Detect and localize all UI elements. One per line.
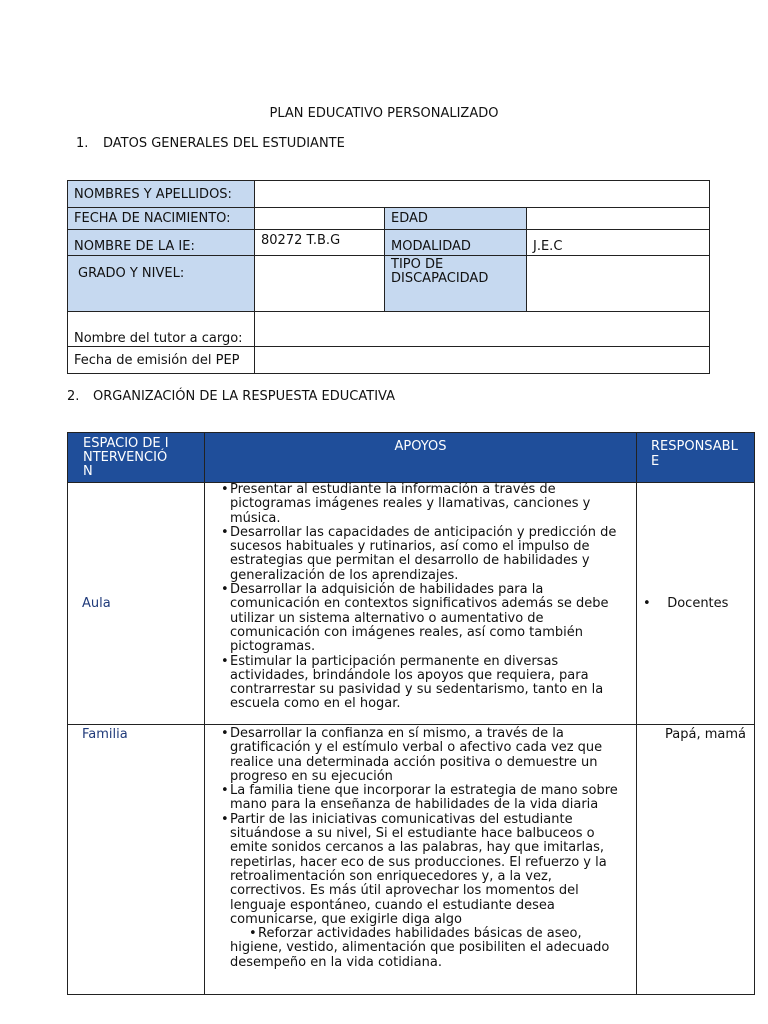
emision-value[interactable] xyxy=(255,347,710,374)
section-1-heading xyxy=(76,136,345,151)
tutor-value[interactable] xyxy=(255,312,710,347)
fecha-nacimiento-label: FECHA DE NACIMIENTO: xyxy=(68,208,255,230)
responsable-bullet: • xyxy=(643,596,651,611)
list-item: • Desarrollar las capacidades de anticipación y predicción de sucesos habituales y rutinarios, así como el impulso de estrategias que permitan el desarrollo de habilidades y generalización de los aprendizajes. xyxy=(205,526,628,583)
emision-label: Fecha de emisión del PEP xyxy=(68,347,255,374)
header-espacio-text: ESPACIO DE INTERVENCIÓN xyxy=(83,435,169,479)
edad-value[interactable] xyxy=(527,208,710,230)
list-item: • Desarrollar la adquisición de habilidades para la comunicación en contextos significativos además se debe utilizar un sistema alternativo o aumentativo de comunicación con imágenes reales, así como también pictogramas. xyxy=(205,583,628,654)
section-1-title: DATOS GENERALES DEL ESTUDIANTE xyxy=(103,136,345,151)
tutor-label: Nombre del tutor a cargo: xyxy=(68,312,255,347)
page-title: PLAN EDUCATIVO PERSONALIZADO xyxy=(269,106,499,121)
header-responsable xyxy=(637,433,755,483)
espacio-aula: Aula xyxy=(68,483,205,725)
espacio-familia: Familia xyxy=(68,725,205,995)
list-item: • Partir de las iniciativas comunicativas del estudiante situándose a su nivel, Si el estudiante hace balbuceos o emite sonidos cercanos a las palabras, hay que imitarlas, repetirlas, hacer eco de sus producciones. El refuerzo y la retroalimentación son enriquecedores y, a la vez, correctivos. Es más útil aprovechar los momentos del lenguaje espontáneo, cuando el estudiante desea comunicarse, que exigirle diga algo xyxy=(205,813,628,927)
list-item: • Presentar al estudiante la información a través de pictogramas imágenes reales y llamativas, canciones y música. xyxy=(205,483,628,526)
section-2-number: 2. xyxy=(67,389,80,404)
header-espacio xyxy=(68,433,205,483)
list-item: • La familia tiene que incorporar la estrategia de mano sobre mano para la enseñanza de habilidades de la vida diaria xyxy=(205,784,628,813)
apoyos-aula-list xyxy=(205,483,628,712)
fecha-nacimiento-value[interactable] xyxy=(255,208,385,230)
apoyos-familia-cell xyxy=(205,725,637,995)
responsable-aula: Docentes xyxy=(667,596,729,611)
apoyos-aula-cell xyxy=(205,483,637,725)
respuesta-educativa-table xyxy=(67,432,755,995)
grado-value[interactable] xyxy=(255,256,385,312)
nombres-label: NOMBRES Y APELLIDOS: xyxy=(68,181,255,208)
header-apoyos: APOYOS xyxy=(205,433,637,483)
list-item: • Desarrollar la confianza en sí mismo, a través de la gratificación y el estímulo verbal o afectivo cada vez que realice una determinada acción positiva o demuestre un progreso en su ejecución xyxy=(205,727,628,784)
discapacidad-value[interactable] xyxy=(527,256,710,312)
apoyos-familia-list xyxy=(205,727,628,970)
datos-generales-table xyxy=(67,180,710,374)
list-item: • Estimular la participación permanente en diversas actividades, brindándole los apoyos que requiera, para contrarrestar su pasividad y su sedentarismo, tanto en la escuela como en el hogar. xyxy=(205,655,628,712)
header-responsable-text: RESPONSABLE xyxy=(651,439,738,469)
list-item: • Reforzar actividades habilidades básicas de aseo, higiene, vestido, alimentación que posibiliten el adecuado desempeño en la vida cotidiana. xyxy=(205,927,628,970)
ie-label: NOMBRE DE LA IE: xyxy=(68,230,255,256)
responsable-aula-cell xyxy=(637,483,755,725)
grado-label: GRADO Y NIVEL: xyxy=(68,256,255,312)
nombres-value[interactable] xyxy=(255,181,710,208)
edad-label: EDAD xyxy=(385,208,527,230)
section-1-number: 1. xyxy=(76,136,89,151)
discapacidad-label: TIPO DE DISCAPACIDAD xyxy=(385,256,527,312)
section-2-title: ORGANIZACIÓN DE LA RESPUESTA EDUCATIVA xyxy=(93,389,395,404)
responsable-familia: Papá, mamá xyxy=(637,725,755,995)
ie-value: 80272 T.B.G xyxy=(255,230,385,256)
modalidad-value: J.E.C xyxy=(527,230,710,256)
section-2-heading xyxy=(67,389,395,404)
modalidad-label: MODALIDAD xyxy=(385,230,527,256)
